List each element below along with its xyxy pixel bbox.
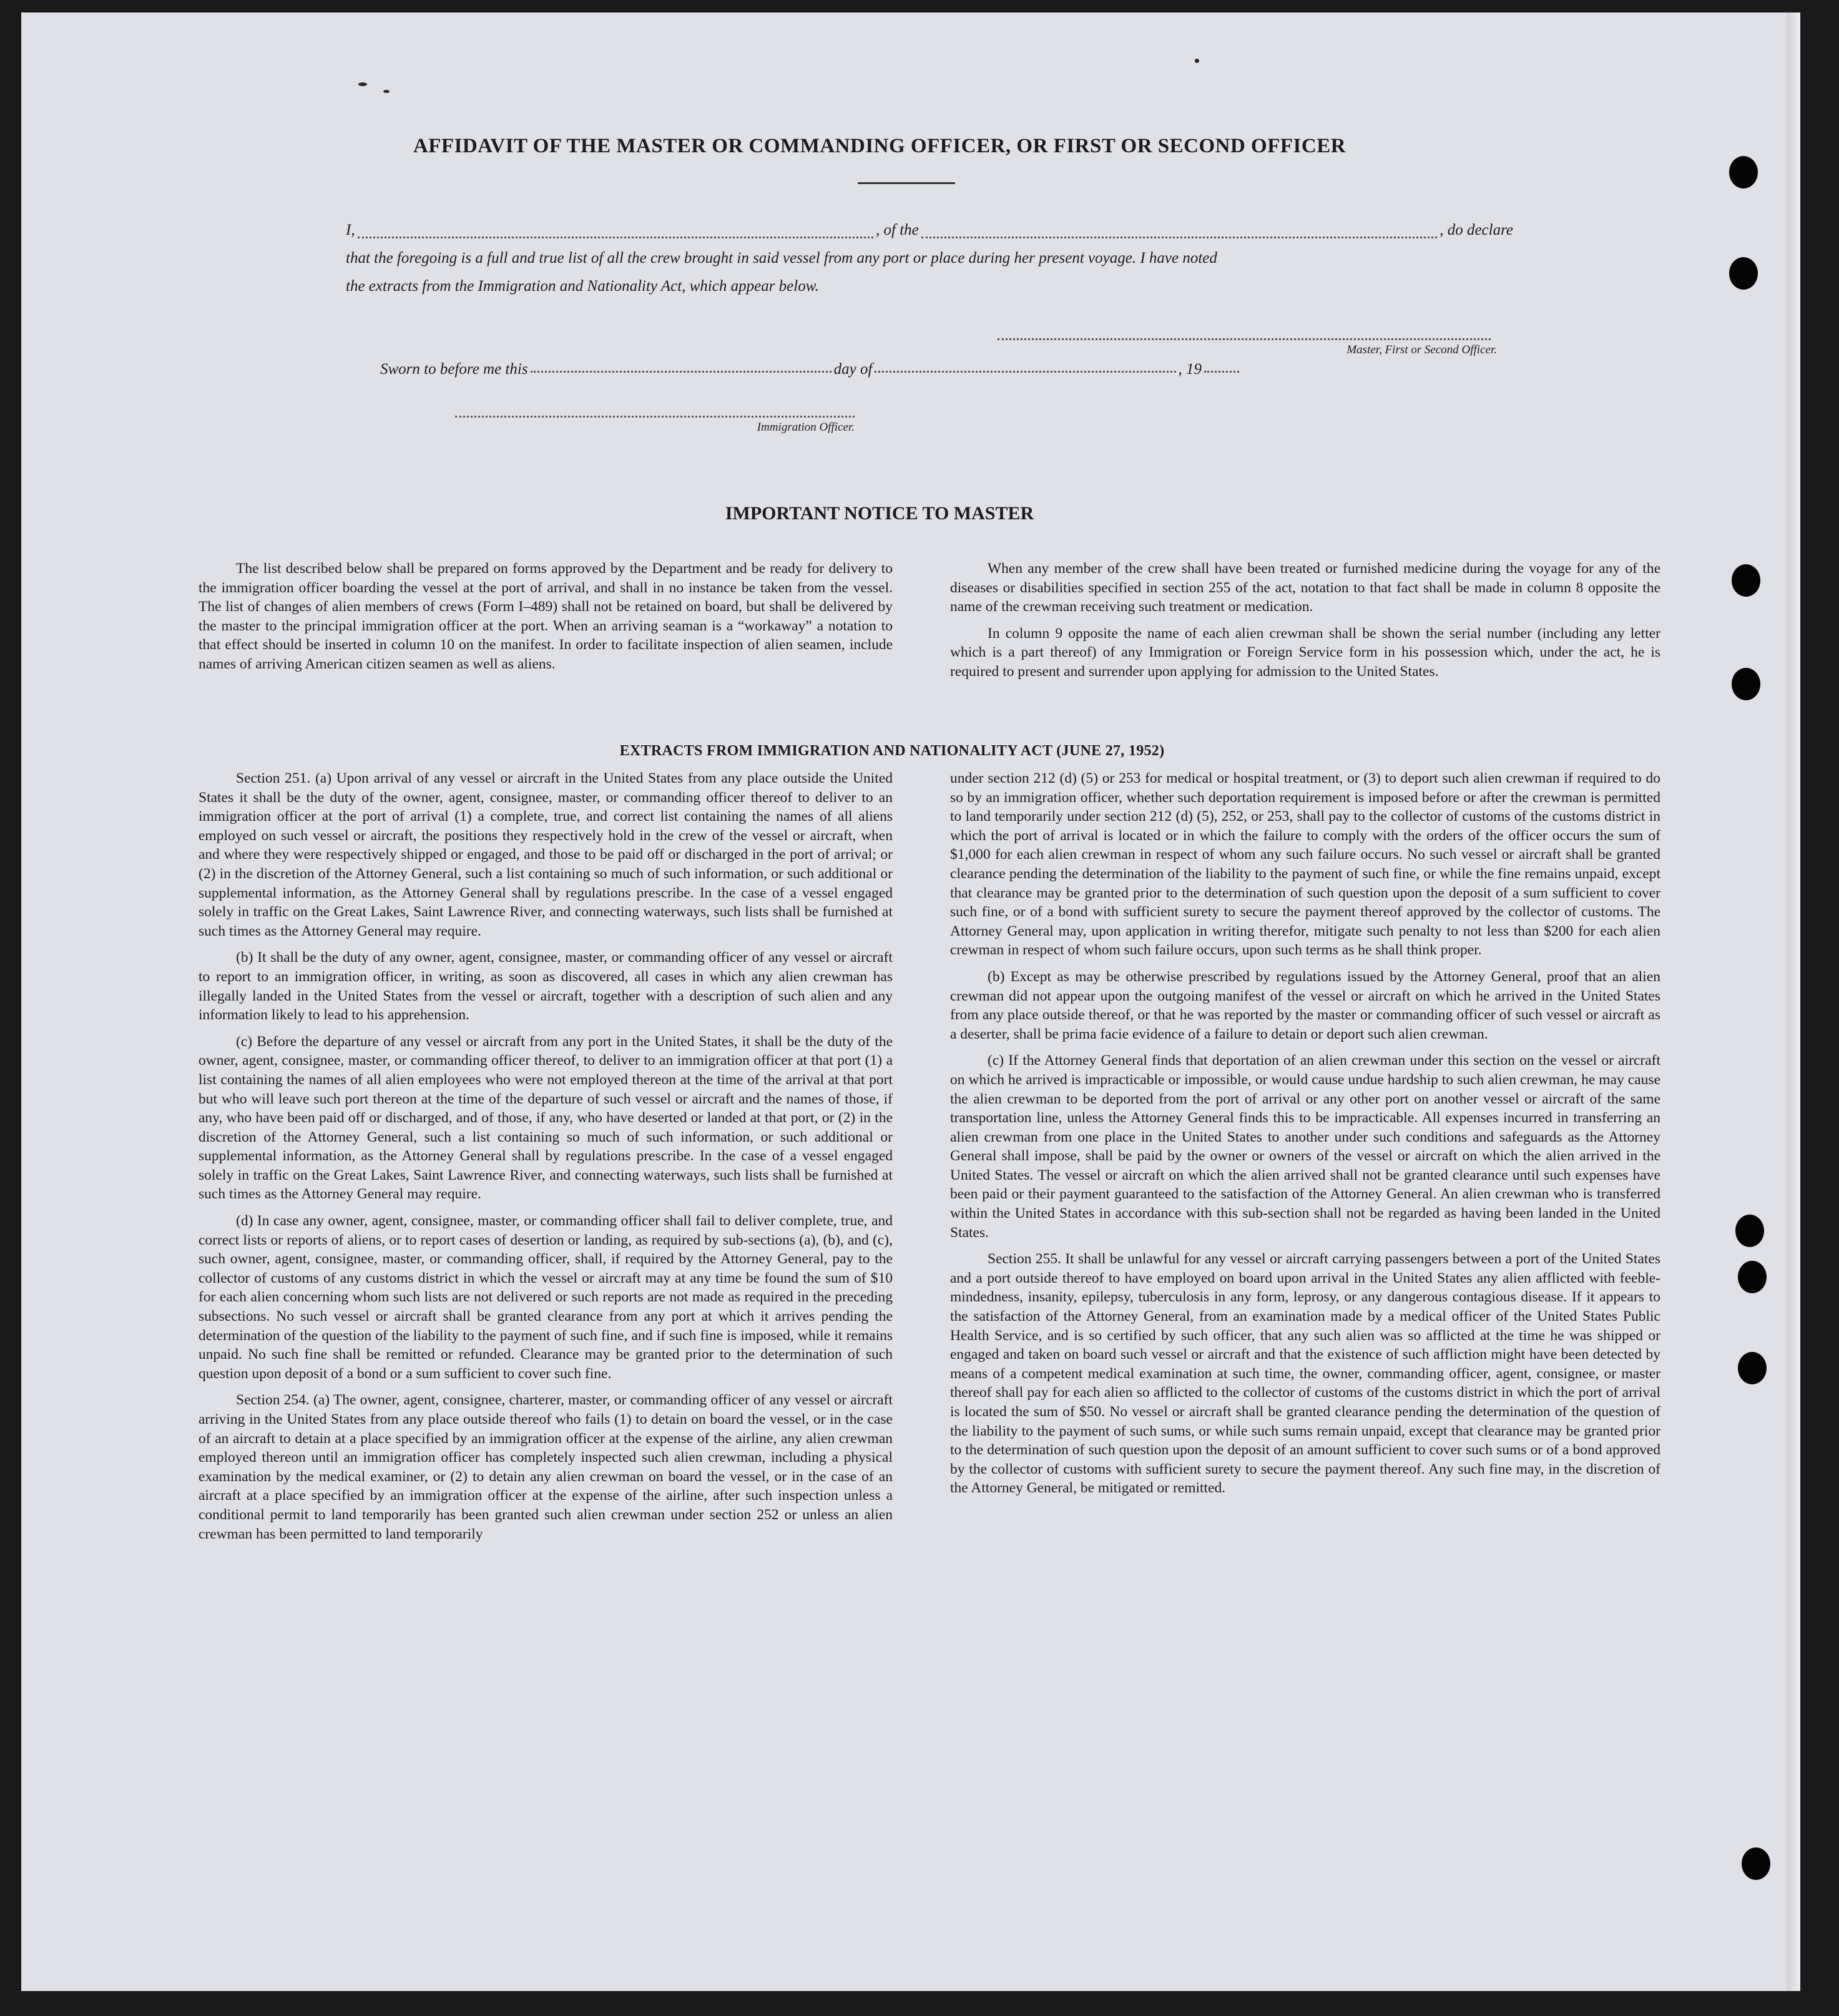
master-signature-line[interactable] — [998, 338, 1491, 340]
extract-paragraph: (d) In case any owner, agent, consignee, master, or commanding officer shall fail to deliver complete, true, and correct lists or reports of aliens, or to report cases of desertion or landing, as required by sub-sections (a), (b), and (c), such owner, agent, consignee, master, or commanding officer, shall, if required by the Attorney General, pay to the collector of customs of any customs district in which the vessel or aircraft may at any time be found the sum of $10 for each alien concerning whom such lists are not delivered or such reports are not made as required in the preceding subsections. No such vessel or aircraft shall be granted clearance from any port at which it arrives pending the determination of the question of the liability to the payment of such fine, and if such fine is imposed, while it remains unpaid. No such fine shall be remitted or refunded. Clearance may be granted prior to the determination of such question upon deposit of a bond or a sum sufficient to cover such fine. — [199, 1213, 893, 1382]
title-divider — [858, 182, 955, 184]
punch-hole — [1732, 564, 1760, 597]
sworn-year-field[interactable] — [1204, 371, 1239, 373]
extract-paragraph: (c) Before the departure of any vessel or aircraft from any port in the United States, it shall be the duty of the owner, agent, consignee, master, or commanding officer thereof, to deliver to an immigration officer at that port (1) a list containing the names of all alien employees who were not employed thereon at the time of the arrival at that port but who will leave such port thereon at the time of the departure of such vessel or aircraft and the names of those, if any, who have been paid off or discharged, and of those, if any, who have deserted or landed at that port, or (2) in the discretion of the Attorney General, such a list containing so much of such information, or such additional or supplemental information, as the Attorney General shall by regulations prescribe. In the case of a vessel engaged solely in traffic on the Great Lakes, Saint Lawrence River, and connecting waterways, such lists shall be furnished at such times as the Attorney General may require. — [199, 1033, 893, 1203]
punch-hole — [1732, 668, 1760, 700]
page-edge — [1787, 12, 1800, 1991]
affidavit-title: AFFIDAVIT OF THE MASTER OR COMMANDING OFFICER, OR FIRST OR SECOND OFFICER — [413, 135, 1346, 157]
punch-hole — [1738, 1352, 1767, 1384]
ink-speck — [383, 90, 390, 93]
notice-paragraph: When any member of the crew shall have been treated or furnished medicine during the voyage for any of the diseases or disabilities specified in section 255 of the act, notation to that fact shall be made in column 8 opposite the name of the crewman receiving such treatment or medication. — [950, 560, 1660, 615]
master-signature-label: Master, First or Second Officer. — [1346, 343, 1497, 356]
name-field[interactable] — [358, 237, 873, 238]
extracts-right-column — [950, 769, 1660, 1505]
extract-paragraph: Section 254. (a) The owner, agent, consignee, charterer, master, or commanding officer of any vessel or aircraft arriving in the United States from any place outside thereof who fails (1) to detain on board the vessel, or in the case of an aircraft to detain at a place specified by an immigration officer at the expense of the airline, any alien crewman employed thereon until an immigration officer has completely inspected such alien crewman, including a physical examination by the medical examiner, or (2) to detain any alien crewman on board the vessel, or in the case of an aircraft at a place specified by an immigration officer at the expense of the airline, after such inspection unless a conditional permit to land temporarily has been granted such alien crewman under section 252 or unless an alien crewman has been permitted to land temporarily — [199, 1392, 893, 1542]
declaration-line-3: the extracts from the Immigration and Nationality Act, which appear below. — [346, 278, 819, 295]
ink-speck — [358, 82, 367, 86]
document-page — [21, 12, 1800, 1991]
sworn-before: Sworn to before me this — [380, 361, 528, 378]
vessel-field[interactable] — [921, 237, 1437, 238]
sworn-year: , 19 — [1178, 361, 1202, 378]
punch-hole — [1738, 1261, 1767, 1293]
extracts-title: EXTRACTS FROM IMMIGRATION AND NATIONALITY ACT (JUNE 27, 1952) — [619, 743, 1165, 759]
notice-left-column — [199, 559, 893, 682]
extract-paragraph: under section 212 (d) (5) or 253 for medical or hospital treatment, or (3) to deport such alien crewman if required to do so by an immigration officer, whether such deportation requirement is imposed before or after the crewman is permitted to land temporarily under section 212 (d) (5), 252, or 253, shall pay to the collector of customs of the customs district in which the port of arrival is located or in which the failure to comply with the orders of the officer occurs the sum of $1,000 for each alien crewman in respect of whom any such failure occurs. No such vessel or aircraft shall be granted clearance pending the determination of the liability to the payment of such fine, or while the fine remains unpaid, except that clearance may be granted prior to the determination of such question upon the deposit of a sum sufficient to cover such fine, or of a bond with sufficient surety to secure the payment thereof approved by the collector of customs. The Attorney General may, upon application in writing therefor, mitigate such penalty to not less than $200 for each alien crewman in respect of whom such failure occurs, upon such terms as he shall think proper. — [950, 770, 1660, 959]
extracts-left-column — [199, 769, 893, 1551]
sworn-statement — [380, 361, 1242, 378]
extract-paragraph: Section 255. It shall be unlawful for any vessel or aircraft carrying passengers between a port of the United States and a port outside thereof to have employed on board upon arrival in the United States any alien afflicted with feeble-mindedness, insanity, epilepsy, tuberculosis in any form, leprosy, or any dangerous contagious disease. If it appears to the satisfaction of the Attorney General, from an examination made by a medical officer of the United States Public Health Service, and is so certified by such officer, that any such alien was so afflicted at the time he was shipped or engaged and taken on board such vessel or aircraft and that the existence of such affliction might have been detected by means of a competent medical examination at such time, the owner, commanding officer, agent, consignee, or master thereof shall pay for each alien so afflicted to the collector of customs of the customs district in which the port of arrival is located the sum of $50. No vessel or aircraft shall be granted clearance pending the determination of the question of the liability to the payment of such sums, or while such sums remain unpaid, except that clearance may be granted prior to the determination of such question upon the deposit of an amount sufficient to cover such sums or of a bond approved by the collector of customs with sufficient surety to secure the payment thereof. Any such fine may, in the discretion of the Attorney General, be mitigated or remitted. — [950, 1251, 1660, 1497]
declaration-line-2: that the foregoing is a full and true list of all the crew brought in said vessel from any port or place during her present voyage. I have noted — [346, 250, 1217, 267]
punch-hole — [1729, 156, 1758, 188]
extract-paragraph: Section 251. (a) Upon arrival of any vessel or aircraft in the United States from any place outside the United States it shall be the duty of the owner, agent, consignee, master, or commanding officer thereof to deliver to an immigration officer at the port of arrival (1) a complete, true, and correct list containing the names of all aliens employed on such vessel or aircraft, the positions they respectively hold in the crew of the vessel or aircraft, when and where they were respectively shipped or engaged, and those to be paid off or discharged in the port of arrival; or (2) in the discretion of the Attorney General, such a list containing so much of such information, or such additional or supplemental information, as the Attorney General shall by regulations prescribe. In the case of a vessel engaged solely in traffic on the Great Lakes, Saint Lawrence River, and connecting waterways, such lists shall be furnished at such times as the Attorney General may require. — [199, 770, 893, 939]
immigration-officer-signature-line[interactable] — [455, 416, 855, 418]
punch-hole — [1735, 1215, 1764, 1247]
notice-paragraph: In column 9 opposite the name of each alien crewman shall be shown the serial number (including any letter which is a part thereof) of any Immigration or Foreign Service form in his possession which, under the act, he is required to present and surrender upon applying for admission to the United States. — [950, 625, 1660, 680]
declaration-of-the: , of the — [876, 222, 919, 238]
punch-hole — [1742, 1847, 1770, 1880]
sworn-day-of: day of — [833, 361, 873, 378]
extract-paragraph: (c) If the Attorney General finds that deportation of an alien crewman under this section on the vessel or aircraft on which he arrived is impracticable or impossible, or would cause undue hardship to such alien crewman, he may cause the alien crewman to be deported from the port of arrival or any other port on another vessel or aircraft of the same transportation line, unless the Attorney General finds this to be impracticable. All expenses incurred in transferring an alien crewman from one place in the United States to another under such conditions and safeguards as the Attorney General shall impose, shall be paid by the owner or owners of the vessel or aircraft on which the alien arrived in the United States. The vessel or aircraft on which the alien arrived shall not be granted clearance until such expenses have been paid or their payment guaranteed to the satisfaction of the Attorney General. An alien crewman who is transferred within the United States in accordance with this sub-section shall not be regarded as having been landed in the United States. — [950, 1052, 1660, 1241]
immigration-officer-label: Immigration Officer. — [757, 421, 855, 434]
declaration — [346, 216, 1513, 300]
extract-paragraph: (b) Except as may be otherwise prescribed by regulations issued by the Attorney General, proof that an alien crewman did not appear upon the outgoing manifest of the vessel or aircraft on which he arrived in the United States from any place outside thereof, or that he was reported by the master or commanding officer of such vessel or aircraft as a deserter, shall be prima facie evidence of a failure to detain or deport such alien crewman. — [950, 968, 1660, 1042]
sworn-day-field[interactable] — [531, 371, 831, 373]
punch-hole — [1729, 257, 1758, 290]
notice-paragraph: The list described below shall be prepared on forms approved by the Department and be ready for delivery to the immigration officer boarding the vessel at the port of arrival, and shall in no instance be taken from the vessel. The list of changes of alien members of crews (Form I–489) shall not be retained on board, but shall be delivered by the master to the principal immigration officer at the port. When an arriving seaman is a “workaway” a notation to that effect should be inserted in column 10 on the manifest. In order to facilitate inspection of alien seamen, include names of arriving American citizen seamen as well as aliens. — [199, 560, 893, 672]
declaration-start: I, — [346, 222, 355, 238]
notice-title: IMPORTANT NOTICE TO MASTER — [725, 503, 1034, 524]
notice-right-column — [950, 559, 1660, 689]
extract-paragraph: (b) It shall be the duty of any owner, agent, consignee, master, or commanding officer of any vessel or aircraft to report to an immigration officer, in writing, as soon as discovered, all cases in which any alien crewman has illegally landed in the United States from the vessel or aircraft, together with a description of such alien and any information likely to lead to his apprehension. — [199, 949, 893, 1024]
declaration-end: , do declare — [1439, 222, 1513, 238]
ink-speck — [1195, 59, 1199, 63]
sworn-month-field[interactable] — [875, 371, 1175, 373]
